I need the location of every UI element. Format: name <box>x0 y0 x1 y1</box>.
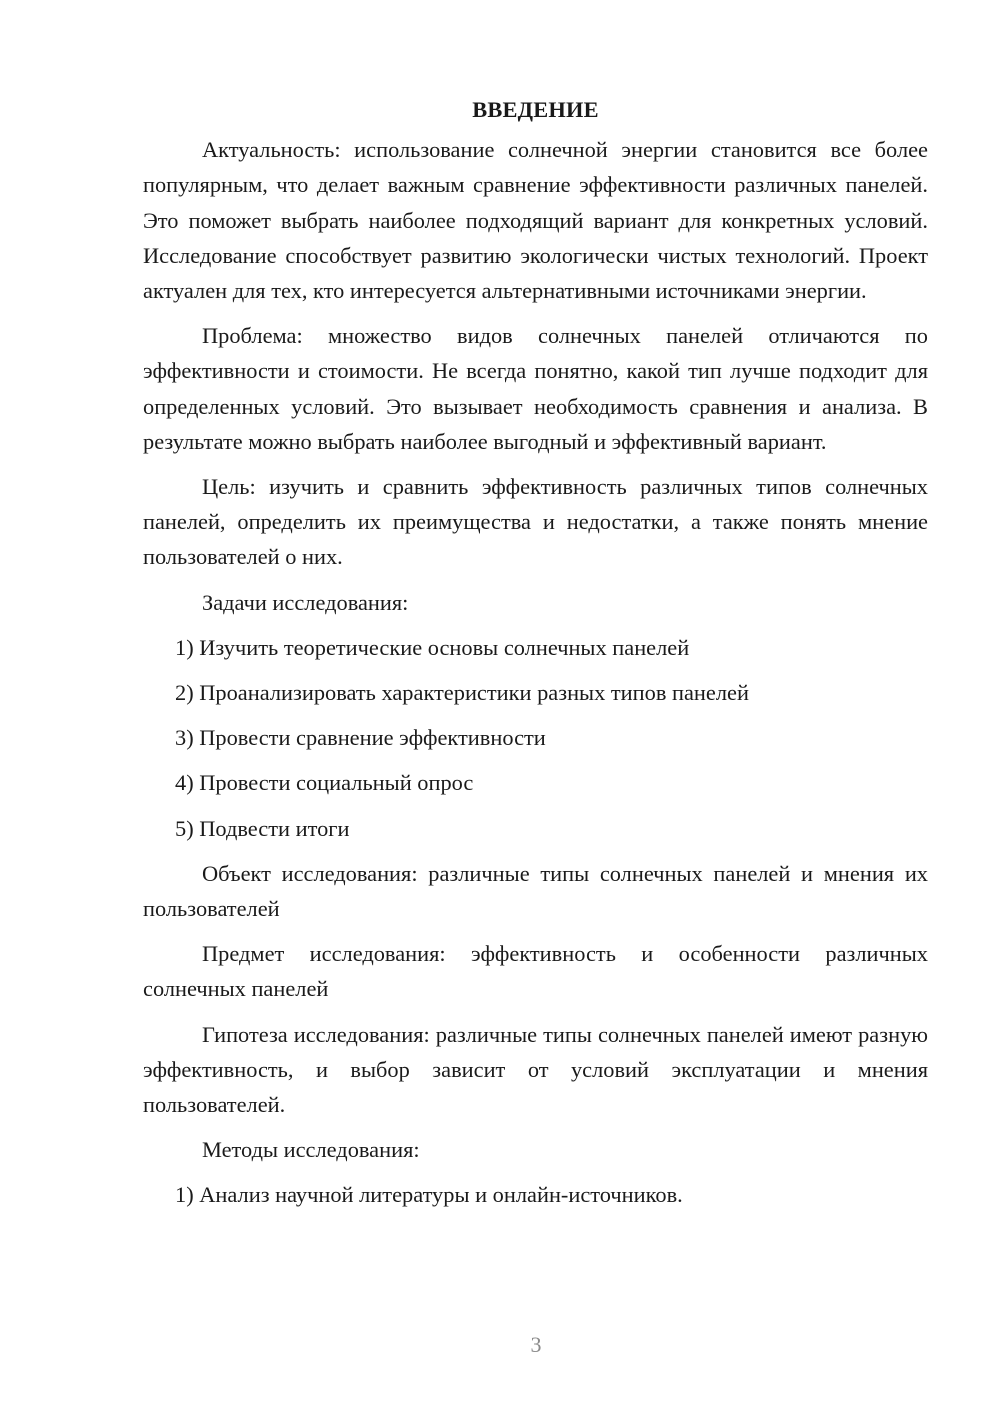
object-paragraph: Объект исследования: различные типы солнечных панелей и мнения их пользователей <box>143 860 928 922</box>
hypothesis-paragraph: Гипотеза исследования: различные типы солнечных панелей имеют разную эффективность, и выбор зависит от условий эксплуатации и мнения пользователей. <box>143 1021 928 1118</box>
document-page <box>143 92 928 1223</box>
methods-list <box>143 1177 928 1212</box>
relevance-paragraph: Актуальность: использование солнечной энергии становится все более популярным, что делает важным сравнение эффективности различных панелей. Это поможет выбрать наиболее подходящий вариант для конкретных условий. Исследование способствует развитию экологически чистых технологий. Проект актуален для тех, кто интересуется альтернативными источниками энергии. <box>143 137 928 304</box>
tasks-heading: Задачи исследования: <box>202 589 409 615</box>
subject-paragraph: Предмет исследования: эффективность и особенности различных солнечных панелей <box>143 941 928 1002</box>
problem-paragraph: Проблема: множество видов солнечных панелей отличаются по эффективности и стоимости. Не всегда понятно, какой тип лучше подходит для определенных условий. Это вызывает необходимость сравнения и анализа. В результате можно выбрать наиболее выгодный и эффективный вариант. <box>143 323 928 454</box>
task-item: 4) Провести социальный опрос <box>175 770 474 796</box>
task-item: 3) Провести сравнение эффективности <box>175 725 546 751</box>
task-item: 1) Изучить теоретические основы солнечных панелей <box>175 634 690 660</box>
tasks-list <box>143 630 928 846</box>
goal-paragraph: Цель: изучить и сравнить эффективность различных типов солнечных панелей, определить их преимущества и недостатки, а также понять мнение пользователей о них. <box>143 474 928 570</box>
page-title: ВВЕДЕНИЕ <box>472 97 599 122</box>
task-item: 5) Подвести итоги <box>175 815 350 841</box>
method-item: 1) Анализ научной литературы и онлайн-источников. <box>175 1182 683 1208</box>
methods-heading: Методы исследования: <box>202 1137 420 1163</box>
task-item: 2) Проанализировать характеристики разных типов панелей <box>175 680 749 706</box>
page-number: 3 <box>530 1332 542 1357</box>
